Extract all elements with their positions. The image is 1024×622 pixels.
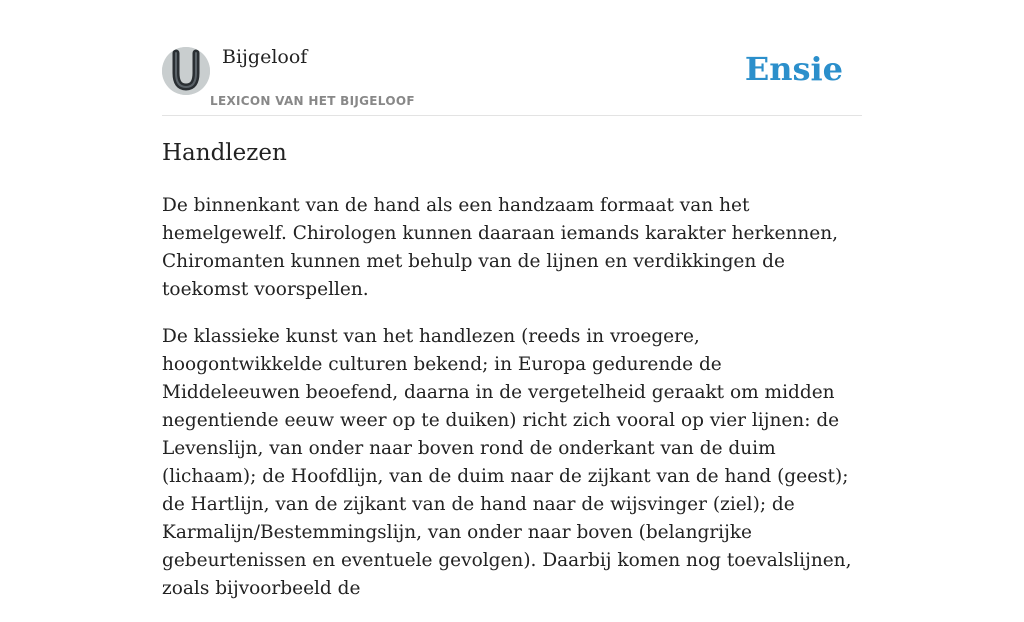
source-subtitle: LEXICON VAN HET BIJGELOOF <box>210 94 415 108</box>
article-body <box>162 192 862 622</box>
source-avatar[interactable] <box>162 47 210 95</box>
brand-logo-link[interactable]: Ensie <box>744 50 843 88</box>
source-name-link[interactable]: Bijgeloof <box>222 46 308 68</box>
horseshoe-icon <box>162 47 210 95</box>
article-paragraph: De binnenkant van de hand als een handzaam formaat van het hemelgewelf. Chirologen kunnen daaraan iemands karakter herkennen, Chiromanten kunnen met behulp van de lijnen en verdikkingen de toekomst voorspellen. <box>162 195 839 300</box>
article-paragraph: De klassieke kunst van het handlezen (reeds in vroegere, hoogontwikkelde culturen bekend; in Europa gedurende de Middeleeuwen beoefend, daarna in de vergetelheid geraakt om midden negentiende eeuw weer op te duiken) richt zich vooral op vier lijnen: de Levenslijn, van onder naar boven rond de onderkant van de duim (lichaam); de Hoofdlijn, van de duim naar de zijkant van de hand (geest); de Hartlijn, van de zijkant van de hand naar de wijsvinger (ziel); de Karmalijn/Bestemmingslijn, van onder naar boven (belangrijke gebeurtenissen en eventuele gevolgen). Daarbij komen nog toevalslijnen, zoals bijvoorbeeld de <box>162 326 852 599</box>
header-divider <box>162 115 862 116</box>
article-title: Handlezen <box>162 140 287 166</box>
